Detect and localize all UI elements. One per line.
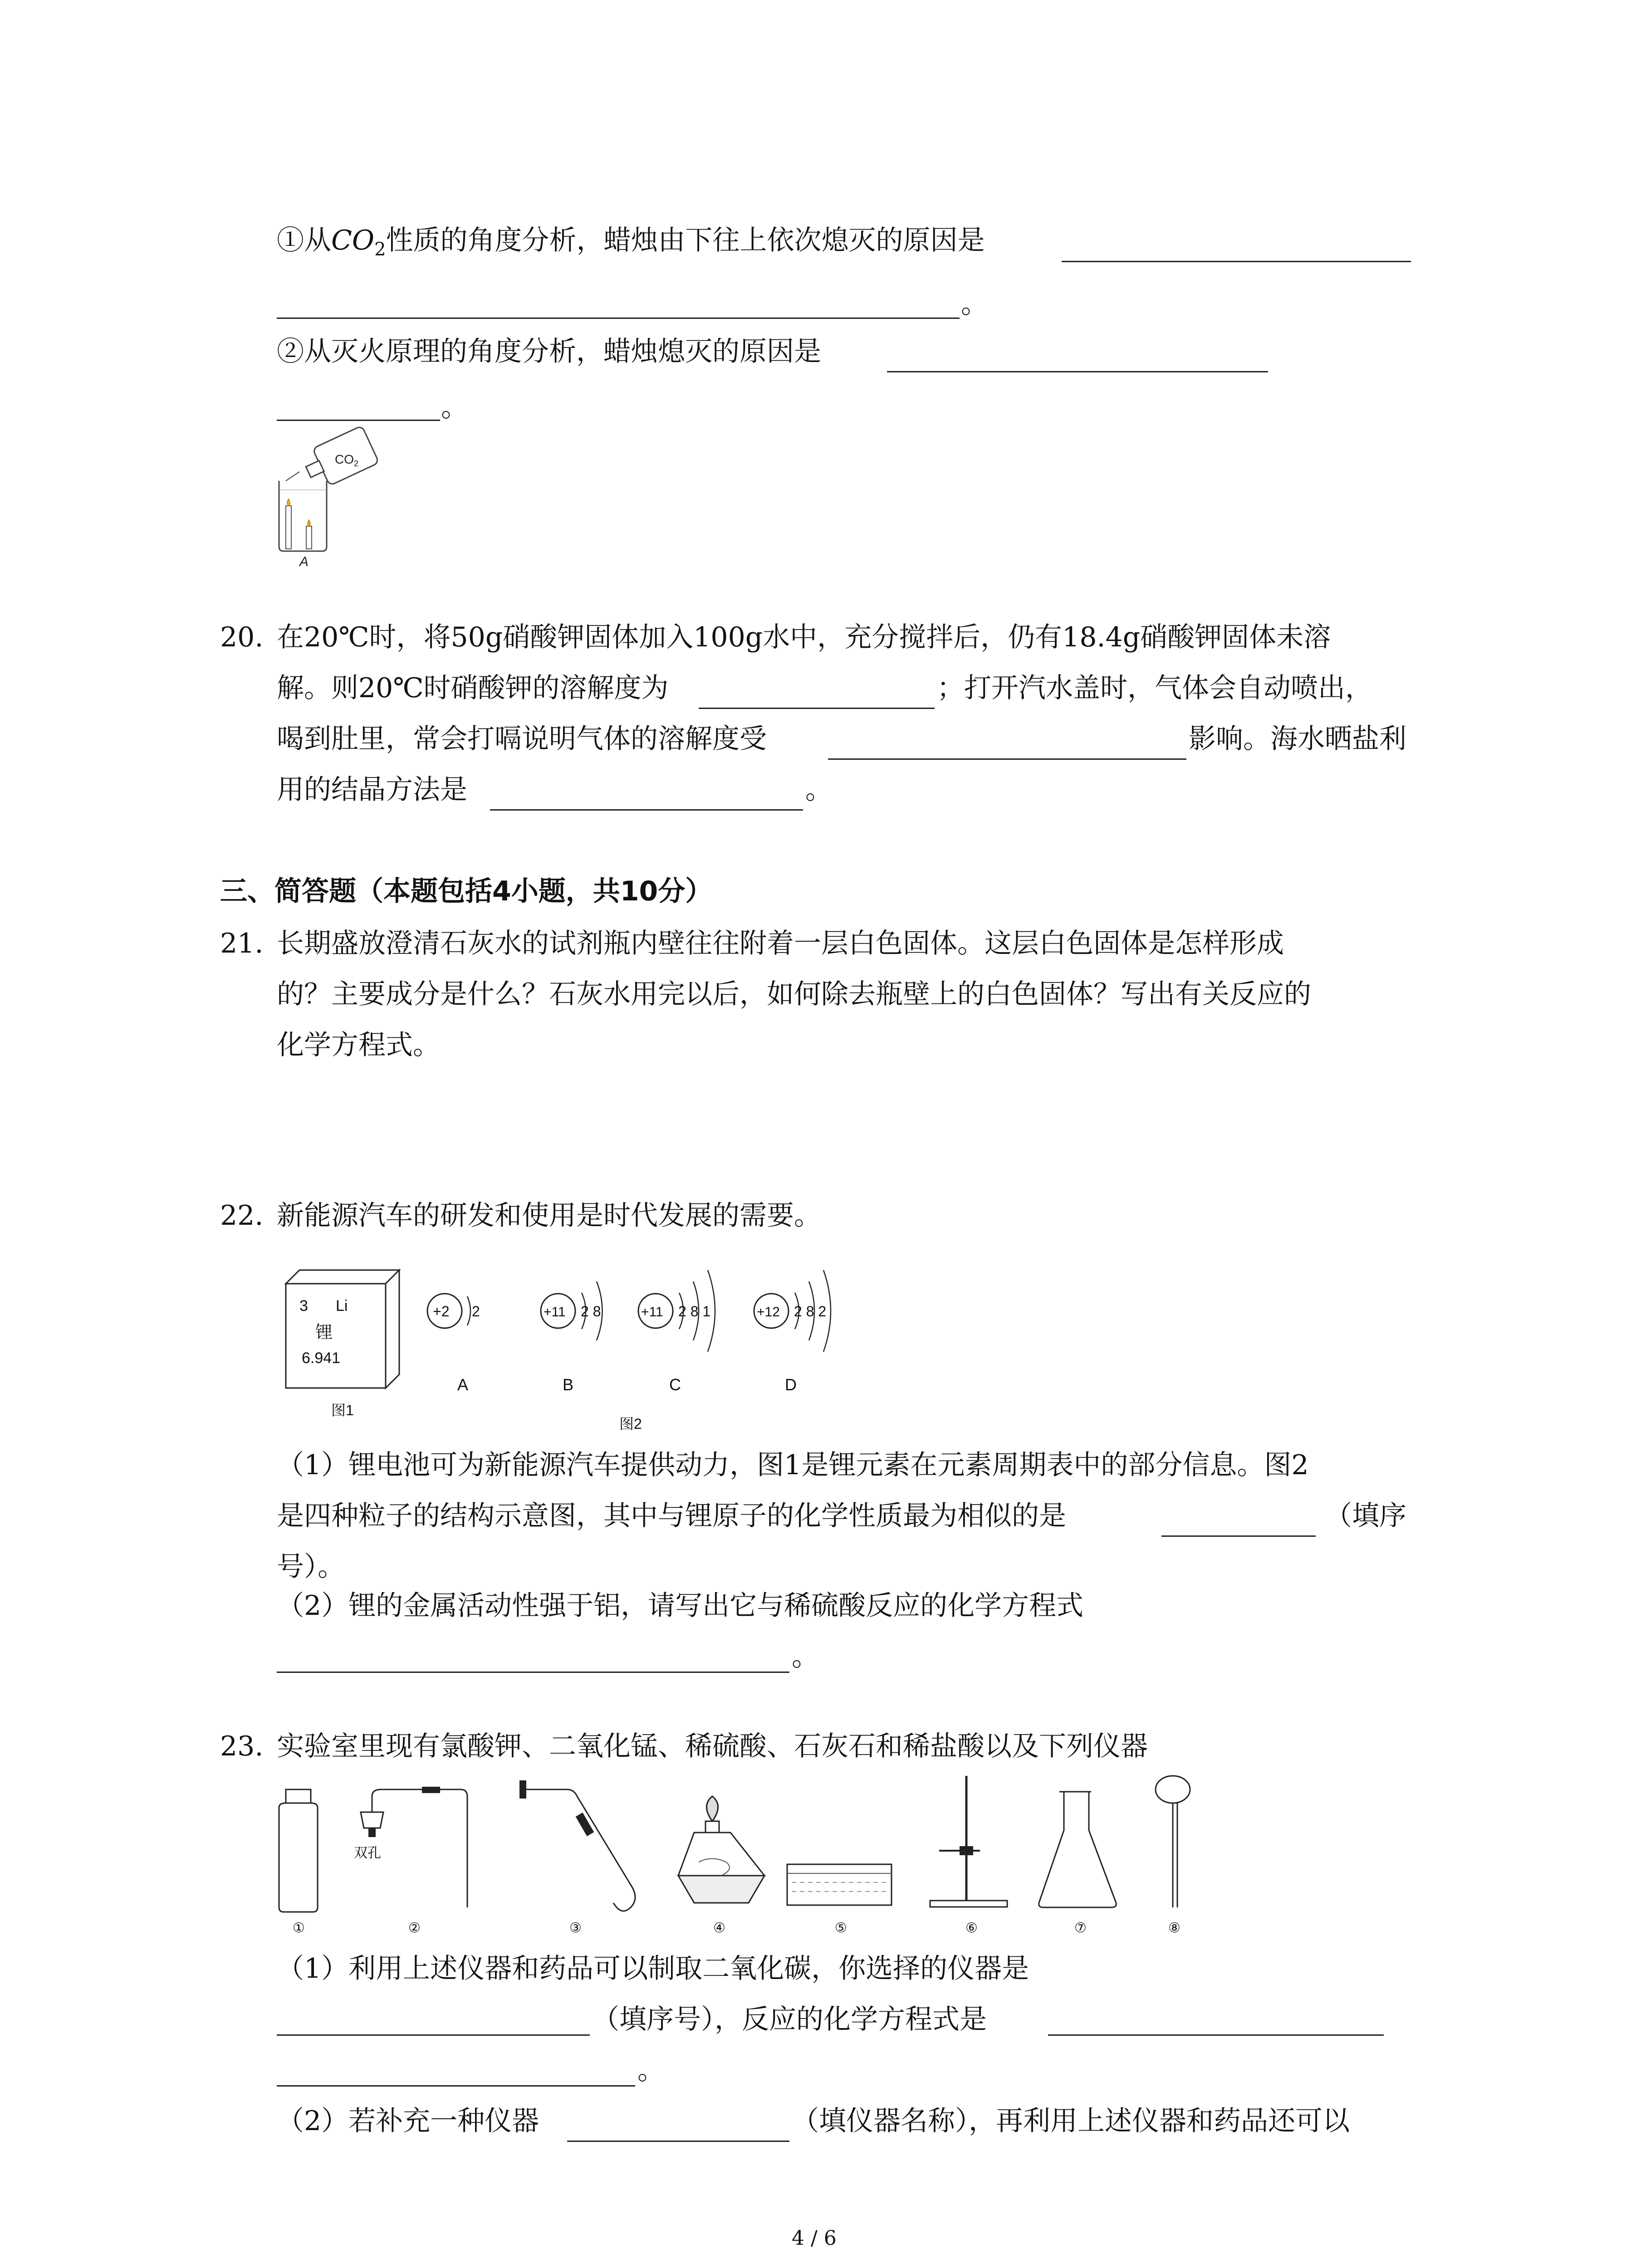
q19-sub1-end: 。 — [961, 288, 988, 320]
svg-text:2 8: 2 8 — [581, 1303, 601, 1320]
svg-text:2: 2 — [472, 1303, 480, 1320]
q23-extra-apparatus-blank[interactable] — [567, 2141, 789, 2142]
q19-sub2: ②从灭火原理的角度分析，蜡烛熄灭的原因是 — [277, 336, 821, 367]
q23-p1-line1: （1）利用上述仪器和药品可以制取二氧化碳，你选择的仪器是 — [277, 1953, 1029, 1984]
apparatus-3-bent-tube — [519, 1780, 635, 1936]
svg-text:③: ③ — [569, 1921, 582, 1936]
q20-crystallization-blank[interactable] — [490, 809, 803, 811]
apparatus-8-funnel — [1156, 1776, 1190, 1936]
q19-sub1-answer-blank[interactable] — [1062, 261, 1411, 262]
q23-intro: 实验室里现有氯酸钾、二氧化锰、稀硫酸、石灰石和稀盐酸以及下列仪器 — [277, 1730, 1148, 1762]
q22-equation-blank[interactable] — [277, 1672, 789, 1673]
q19-sub2-answer-blank-cont[interactable] — [277, 420, 440, 421]
q23-equation-blank-cont[interactable] — [277, 2085, 635, 2087]
svg-text:D: D — [785, 1375, 797, 1394]
svg-text:+11: +11 — [641, 1305, 663, 1320]
q23-equation-blank[interactable] — [1048, 2034, 1384, 2036]
q22-intro: 新能源汽车的研发和使用是时代发展的需要。 — [277, 1200, 821, 1232]
svg-text:⑧: ⑧ — [1168, 1921, 1181, 1936]
page-number: 4 / 6 — [792, 2227, 837, 2250]
section-title: 三、简答题（本题包括4小题，共10分） — [220, 875, 713, 907]
apparatus-6-iron-stand — [930, 1776, 1007, 1936]
q22-similar-particle-blank[interactable] — [1161, 1535, 1316, 1537]
svg-text:6.941: 6.941 — [302, 1349, 341, 1367]
svg-text:Li: Li — [336, 1297, 348, 1315]
particle-C — [638, 1270, 715, 1394]
apparatus-4-alcohol-lamp — [678, 1796, 764, 1936]
q21-number: 21. — [220, 928, 264, 959]
particle-A — [427, 1294, 480, 1394]
svg-text:A: A — [457, 1375, 469, 1394]
particle-D — [754, 1270, 831, 1394]
q23-p2-b: （填仪器名称），再利用上述仪器和药品还可以 — [792, 2105, 1350, 2137]
apparatus-7-conical-flask — [1039, 1792, 1117, 1936]
tall-candle — [286, 506, 291, 549]
q20-line3b: 影响。海水晒盐利 — [1189, 723, 1406, 755]
svg-text:B: B — [563, 1375, 574, 1394]
candle-co2-figure — [268, 422, 404, 572]
q20-line3a: 喝到肚里，常会打嗝说明气体的溶解度受 — [277, 723, 767, 755]
q20-solubility-blank[interactable] — [699, 708, 935, 709]
q21-line3: 化学方程式。 — [277, 1029, 440, 1061]
q20-influence-blank[interactable] — [828, 758, 1186, 760]
svg-text:①: ① — [293, 1921, 305, 1936]
short-candle — [306, 526, 312, 549]
svg-text:A: A — [299, 554, 309, 569]
q20-line4a: 用的结晶方法是 — [277, 774, 467, 806]
q23-p1-end: 。 — [637, 2054, 665, 2086]
figure-2-particle-diagrams — [422, 1247, 889, 1447]
q21-line2: 的？主要成分是什么？石灰水用完以后，如何除去瓶壁上的白色固体？写出有关反应的 — [277, 978, 1311, 1010]
svg-text:⑦: ⑦ — [1074, 1921, 1087, 1936]
apparatus-1-bottle — [279, 1789, 318, 1936]
particle-B — [541, 1281, 603, 1394]
svg-text:+11: +11 — [544, 1305, 566, 1320]
q22-p1-line2b: （填序 — [1325, 1500, 1406, 1532]
svg-text:④: ④ — [713, 1921, 725, 1936]
svg-text:⑤: ⑤ — [835, 1921, 847, 1936]
q23-p1-line2a: （填序号），反应的化学方程式是 — [592, 2004, 987, 2035]
svg-text:2 8 2: 2 8 2 — [794, 1303, 827, 1320]
svg-text:双孔: 双孔 — [354, 1846, 381, 1861]
q21-line1: 长期盛放澄清石灰水的试剂瓶内壁往往附着一层白色固体。这层白色固体是怎样形成 — [277, 928, 1284, 959]
candle-flame-icon — [287, 499, 290, 506]
apparatus-5-water-trough — [787, 1864, 892, 1936]
q22-p2-end: 。 — [792, 1641, 819, 1672]
svg-text:图2: 图2 — [619, 1416, 642, 1432]
q19-sub2-end: 。 — [441, 391, 468, 423]
q23-number: 23. — [220, 1730, 264, 1762]
svg-text:CO2: $CO_2$ — [335, 452, 359, 468]
q22-p1-line3: 号）。 — [277, 1551, 345, 1583]
q23-p2-a: （2）若补充一种仪器 — [277, 2105, 539, 2137]
q23-apparatus-choice-blank[interactable] — [277, 2034, 590, 2036]
svg-text:锂: 锂 — [315, 1323, 333, 1342]
q20-line2b: ；打开汽水盖时，气体会自动喷出， — [937, 672, 1372, 704]
q19-sub1-answer-blank-cont[interactable] — [277, 318, 960, 319]
svg-text:2 8 1: 2 8 1 — [678, 1303, 711, 1320]
q20-number: 20. — [220, 621, 264, 653]
svg-text:图1: 图1 — [331, 1402, 354, 1418]
q20-line4b: 。 — [805, 774, 833, 806]
svg-text:②: ② — [408, 1921, 421, 1936]
apparatus-2-stopper — [354, 1787, 467, 1936]
svg-text:⑥: ⑥ — [965, 1921, 978, 1936]
q20-line2a: 解。则20℃时硝酸钾的溶解度为 — [277, 672, 669, 704]
q19-sub1: ①从$CO_2$性质的角度分析，蜡烛由下往上依次熄灭的原因是 — [277, 225, 985, 260]
q22-p1-line1: （1）锂电池可为新能源汽车提供动力，图1是锂元素在元素周期表中的部分信息。图2 — [277, 1449, 1309, 1481]
svg-text:+2: +2 — [433, 1303, 450, 1320]
svg-text:+12: +12 — [757, 1305, 780, 1320]
figure-1-lithium-cell — [281, 1266, 413, 1420]
q20-line1: 在20℃时，将50g硝酸钾固体加入100g水中，充分搅拌后，仍有18.4g硝酸钾固体未溶 — [277, 621, 1331, 653]
q22-p1-line2a: 是四种粒子的结构示意图，其中与锂原子的化学性质最为相似的是 — [277, 1500, 1066, 1532]
svg-text:3: 3 — [299, 1297, 308, 1315]
apparatus-figure — [272, 1771, 1216, 1939]
q22-p2-line1: （2）锂的金属活动性强于铝，请写出它与稀硫酸反应的化学方程式 — [277, 1590, 1084, 1622]
q22-number: 22. — [220, 1200, 264, 1232]
svg-text:C: C — [669, 1375, 681, 1394]
q19-sub2-answer-blank[interactable] — [887, 371, 1268, 372]
